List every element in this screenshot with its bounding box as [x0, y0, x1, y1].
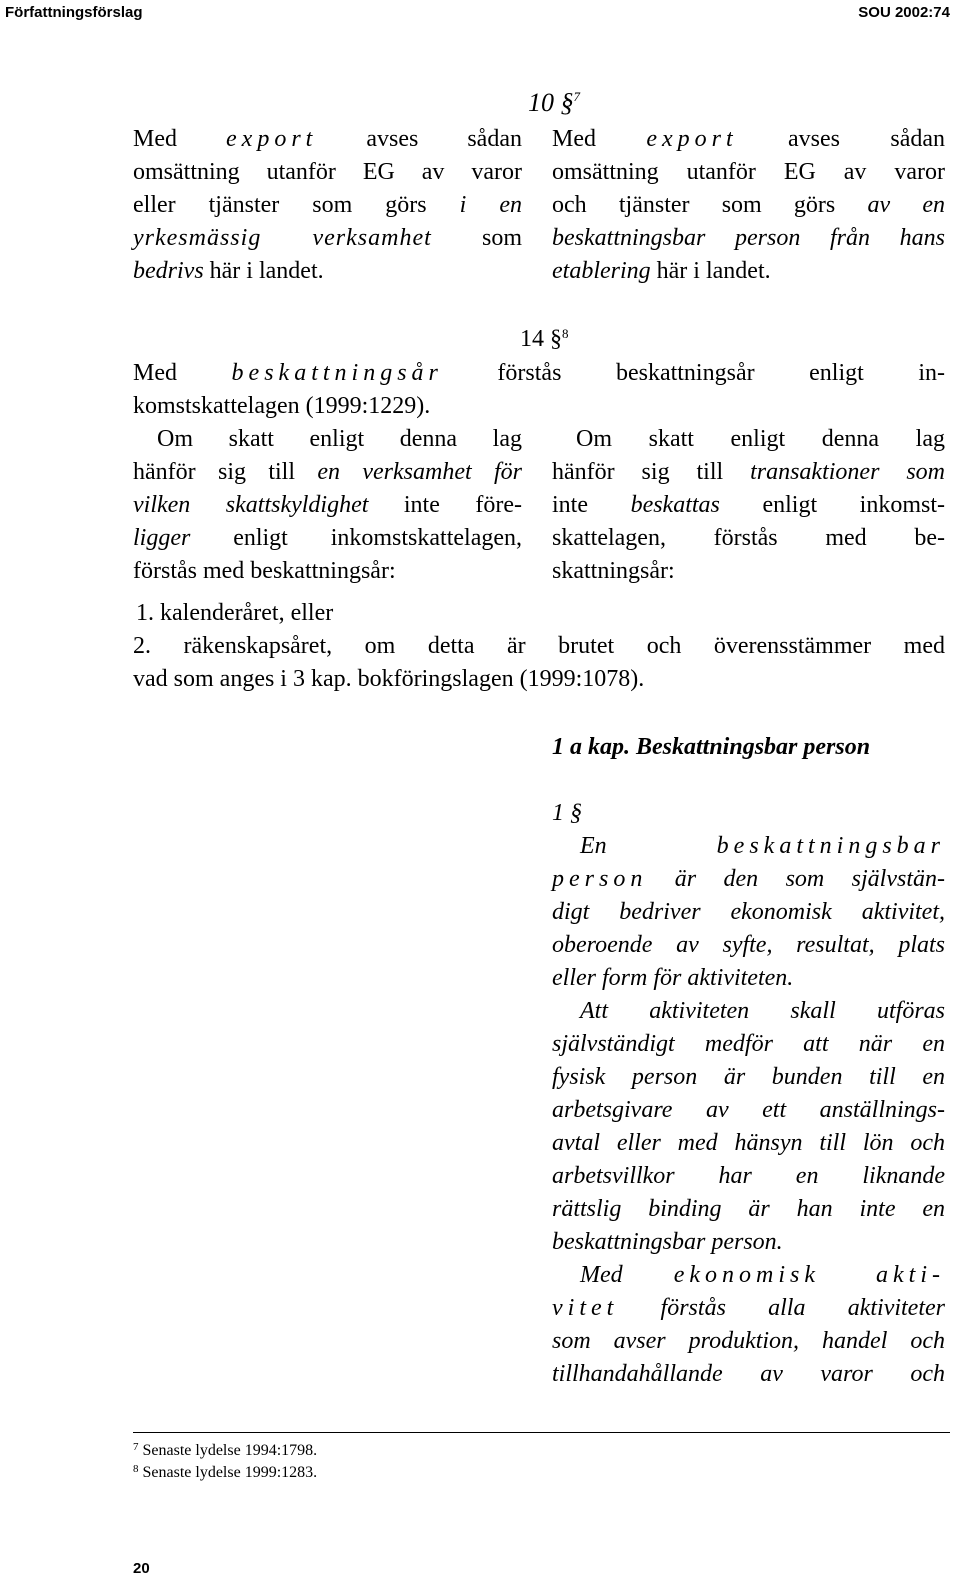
section-14-proposed-text: Om skatt enligt denna lag hänför sig till transaktioner som inte beskattas enligt inkomst- skattelagen, förstås med be- skattningsår:	[552, 426, 946, 584]
footnote-ref-8: 8	[562, 326, 569, 341]
footnote-separator	[133, 1432, 950, 1433]
chapter-section-1-text: En beskattningsbar person är den som självstän- digt bedriver ekonomisk aktivitet, oberoende av syfte, resultat, plats eller form för aktiviteten. Att aktiviteten skall utföras självständigt medför att när en fysisk person är bunden till en arbetsgivare av ett anställnings- avtal eller med hänsyn till lön och arbetsvillkor har en liknande rättslig binding är han inte en beskattningsbar person. Med ekonomisk akti- vitet förstås alla aktiviteter som avser produktion, handel och tillhandahållande av varor och	[552, 833, 945, 1387]
footnote-8: $^8$ Senaste lydelse 1999:1283.	[133, 1463, 318, 1481]
footnote-7: $^7$ Senaste lydelse 1994:1798.	[133, 1441, 318, 1459]
list-item: 1. kalenderåret, eller	[136, 600, 334, 626]
list-item: 2. räkenskapsåret, om detta är brutet och överensstämmer med	[133, 633, 945, 659]
header-document-id: SOU 2002:74	[858, 4, 950, 21]
chapter-section-1-heading: 1 §	[552, 800, 582, 826]
section-10-heading: 10 §$^7$	[528, 88, 580, 117]
chapter-heading: 1 a kap. Beskattningsbar person	[552, 734, 871, 760]
section-14-heading: 14 §$^8$	[520, 326, 569, 352]
page-number: 20	[133, 1560, 150, 1577]
section-14-intro: Med beskattningsår förstås beskattningsår enligt in- komstskattelagen (1999:1229).	[133, 360, 945, 419]
footnote-ref-7: 7	[573, 89, 580, 104]
running-header	[0, 0, 960, 26]
footnotes	[133, 1440, 317, 1484]
header-title: Författningsförslag	[5, 4, 143, 21]
section-10-current-text: Med export avses sådan omsättning utanför EG av varor eller tjänster som görs i en yrkesmässig verksamhet som bedrivs här i landet.	[133, 126, 523, 284]
section-10-proposed-text: Med export avses sådan omsättning utanför EG av varor och tjänster som görs av en beskattningsbar person från hans etablering här i landet.	[552, 126, 946, 284]
section-14-current-text: Om skatt enligt denna lag hänför sig till en verksamhet för vilken skattskyldighet inte före- ligger enligt inkomstskattelagen, förstås med beskattningsår:	[133, 426, 522, 584]
section-14-list: 1. kalenderåret, eller 2. räkenskapsåret, om detta är brutet och överensstämmer med vad som anges i 3 kap. bokföringslagen (1999:1078).	[133, 597, 945, 696]
